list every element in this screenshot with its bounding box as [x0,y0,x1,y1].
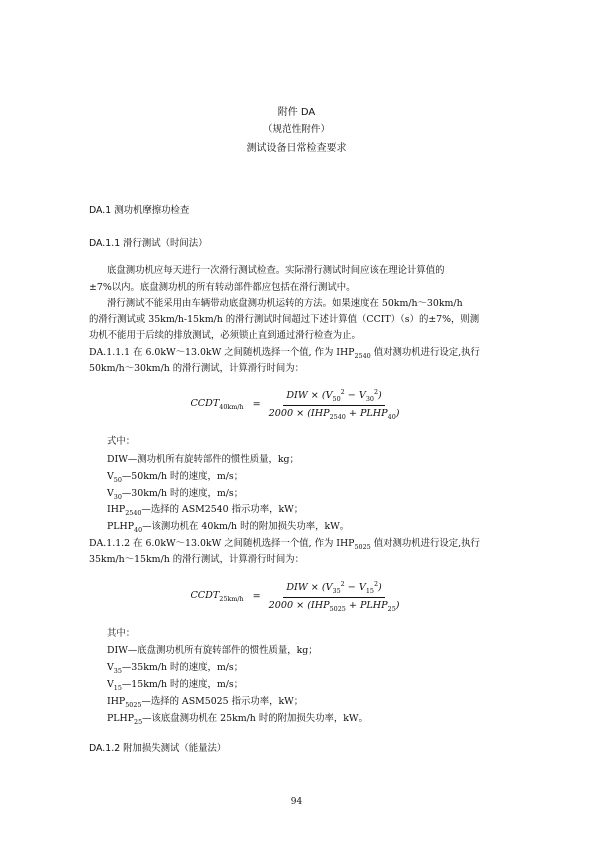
clause-1112-where: 其中： [107,628,136,639]
clause-1112-line-2: 35km/h～15km/h 的滑行测试，计算滑行时间为： [89,554,304,565]
paragraph-1-line-2: ±7%以内。底盘测功机的所有转动部件都应包括在滑行测试中。 [89,282,356,293]
paragraph-2-line-2: 的滑行测试或 35km/h-15km/h 的滑行测试时间超过下述计算值（CCIT）（s）的±7%，则测 [89,314,480,325]
clause-1112-text-b: 值对测功机进行设定,执行 [370,538,480,549]
clause-1111-line-1 [89,347,480,362]
def-1111-2: $V_{30}—30km/h$ 时的速度，m/s； [107,488,244,501]
annex-type: （规范性附件） [262,124,331,135]
formula-ccdt-25 [0,580,593,613]
section-da12-heading: DA.1.2 附加损失测试（能量法） [89,743,227,754]
clause-1112-text-a: DA.1.1.2 在 6.0kW～13.0kW 之间随机选择一个值, 作为 IHP [89,538,355,549]
def-1112-1: $V_{35}—35km/h$ 时的速度，m/s； [107,662,244,675]
def-1112-3: $IHP_{5025}—$选择的 ASM5025 指示功率，kW； [107,696,304,709]
clause-1111-sub: 2540 [354,351,371,360]
clause-1112-line-1 [89,538,480,553]
formula-2-denominator: $2000 \times (IHP_{5025}$ + $PLHP_{25}$) [268,600,400,613]
clause-1111-line-2: 50km/h～30km/h 的滑行测试，计算滑行时间为： [89,363,304,374]
def-1112-0: DIW—底盘测功机所有旋转部件的惯性质量，kg； [107,645,318,656]
paragraph-2-line-1: 滑行测试不能采用由车辆带动底盘测功机运转的方法。如果速度在 50km/h～30km/h [107,298,463,309]
annex-title: 附件 DA [277,107,316,118]
page-number: 94 [290,797,303,807]
formula-1-lhs: $CCDT_{40km/h}$ [190,398,244,411]
clause-1111-text-a: DA.1.1.1 在 6.0kW～13.0kW 之间随机选择一个值, 作为 IHP [89,347,355,358]
clause-1111-text-b: 值对测功机进行设定,执行 [370,347,480,358]
def-1112-4: $PLHP_{25}—$该底盘测功机在 25km/h 时的附加损失功率，kW。 [107,713,368,726]
def-1111-4: $PLHP_{40}—$该测功机在 40km/h 时的附加损失功率，kW。 [107,521,350,534]
def-1111-3: $IHP_{2540}—$选择的 ASM2540 指示功率，kW； [107,504,304,517]
formula-2-equals: = [252,591,261,602]
formula-2-numerator: DIW × $(V_{35}^2 - V_{15}^2)$ [283,580,384,598]
paragraph-2-line-3: 功机不能用于后续的排放测试，必须锁止直到通过滑行检查为止。 [89,330,361,341]
def-1112-2: $V_{15}—15km/h$ 时的速度，m/s； [107,679,244,692]
formula-1-fraction [266,388,403,421]
clause-1112-sub: 5025 [354,542,371,551]
formula-ccdt-40 [0,388,593,421]
formula-1-numerator: DIW × $(V_{50}^2 - V_{30}^2)$ [283,388,384,406]
section-da11-heading: DA.1.1 滑行测试（时间法） [89,238,208,249]
def-1111-0: DIW—测功机所有旋转部件的惯性质量，kg； [107,454,299,465]
formula-1-equals: = [252,399,261,410]
clause-1111-where: 式中： [107,436,136,447]
paragraph-1-line-1: 底盘测功机应每天进行一次滑行测试检查。实际滑行测试时间应该在理论计算值的 [107,265,445,276]
formula-1-denominator: $2000 \times (IHP_{2540}$ + $PLHP_{40}$) [268,408,400,421]
section-da1-heading: DA.1 测功机摩擦功检查 [89,205,190,216]
formula-2-fraction [266,580,403,613]
def-1111-1: $V_{50}—50km/h$ 时的速度，m/s； [107,471,244,484]
annex-name: 测试设备日常检查要求 [246,143,347,154]
formula-2-lhs: $CCDT_{25km/h}$ [190,590,244,603]
